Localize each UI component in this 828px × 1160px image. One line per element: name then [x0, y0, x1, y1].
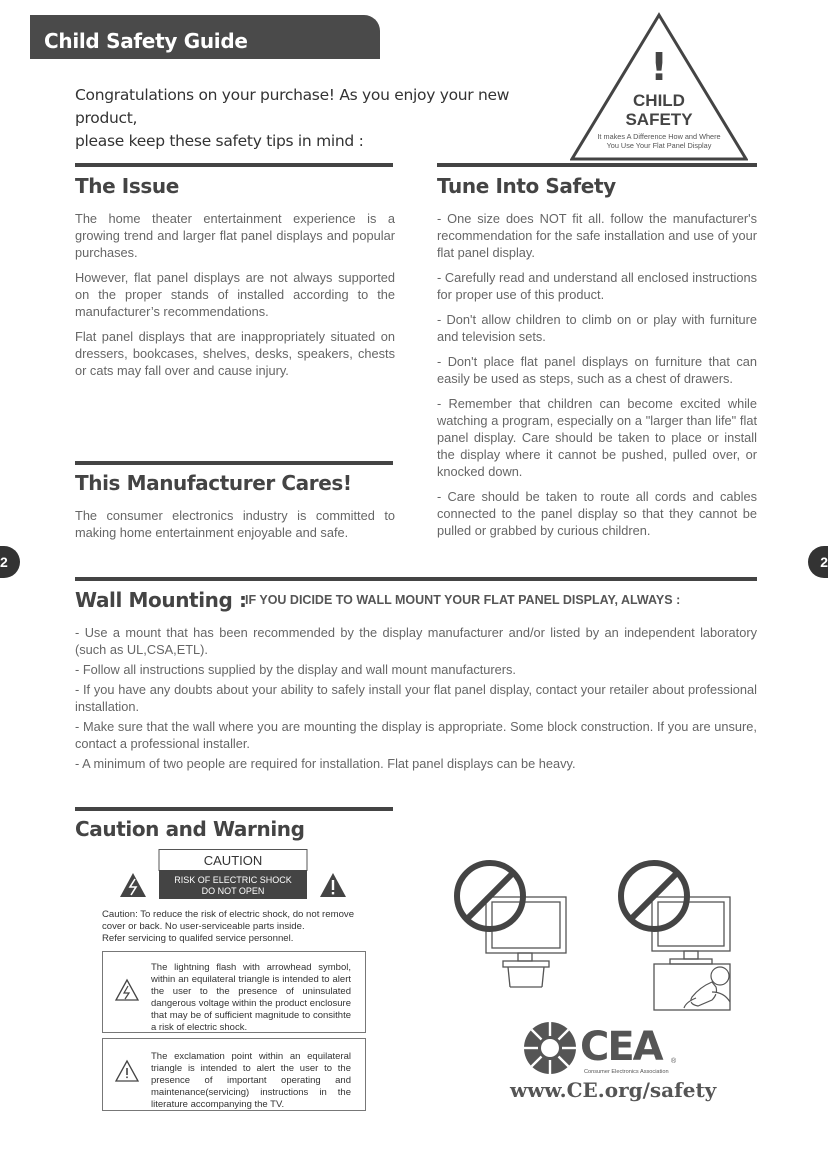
section-rule	[437, 163, 757, 167]
tune-item: - Don't place flat panel displays on furniture that can easily be used as steps, such as a chest of drawers.	[437, 354, 757, 386]
cea-registered-mark: ®	[671, 1058, 677, 1065]
issue-title: The Issue	[75, 174, 179, 198]
caution-text	[102, 909, 354, 945]
exclamation-info-text: The exclamation point within an equilateral triangle is intended to alert the user to the presence of important operating and maintenance(servicing) instructions in the literature accompanying the TV.	[151, 1051, 351, 1110]
page-number-left: 2	[0, 546, 20, 578]
cea-subtitle: Consumer Electronics Association	[584, 1069, 669, 1075]
wall-item: - If you have any doubts about your ability to safely install your flat panel display, contact your retailer about professional installation.	[75, 682, 757, 714]
wall-body	[75, 624, 757, 775]
tune-item: - Remember that children can become excited while watching a program, especially on a "larger than life" flat panel display. Care should be taken to place or install the display where it cannot be pushed, pulled over, or knocked down.	[437, 396, 757, 479]
intro-text	[75, 84, 575, 153]
wall-item: - A minimum of two people are required for installation. Flat panel displays can be heavy.	[75, 756, 576, 771]
cea-logo-text: CEA	[580, 1024, 662, 1070]
issue-paragraph: The home theater entertainment experience is a growing trend and larger flat panel displays and popular purchases.	[75, 211, 395, 260]
intro-line-1: Congratulations on your purchase! As you enjoy your new product,	[75, 86, 510, 127]
no-climbing-illustration	[612, 852, 742, 1012]
tune-title: Tune Into Safety	[437, 174, 616, 198]
wall-item: - Follow all instructions supplied by the display and wall mount manufacturers.	[75, 662, 516, 677]
issue-body	[75, 210, 395, 387]
cares-title: This Manufacturer Cares!	[75, 471, 352, 495]
intro-line-2: please keep these safety tips in mind :	[75, 132, 364, 150]
page-title: Child Safety Guide	[44, 29, 248, 53]
wall-title: Wall Mounting :	[75, 588, 247, 612]
caution-label	[118, 849, 350, 901]
tune-body	[437, 210, 757, 547]
cares-paragraph: The consumer electronics industry is committed to making home entertainment enjoyable and safe.	[75, 508, 395, 540]
badge-tagline-1: It makes A Difference How and Where	[597, 132, 721, 141]
section-rule	[75, 577, 757, 581]
section-rule	[75, 461, 393, 465]
tune-item: - Care should be taken to route all cords and cables connected to the panel display so that they cannot be pulled or grabbed by curious children.	[437, 489, 757, 538]
caution-title: Caution and Warning	[75, 817, 305, 841]
no-unsupported-tv-illustration	[448, 852, 573, 992]
exclamation-icon: !	[650, 45, 668, 89]
lightning-info-text: The lightning flash with arrowhead symbol, within an equilateral triangle is intended to alert the user to the presence of uninsulated dangerous voltage within the product enclosure that may be of sufficient magnitude to consithte a risk of electric shock.	[151, 962, 351, 1033]
lightning-triangle-icon	[120, 873, 146, 897]
tune-item: - One size does NOT fit all. follow the manufacturer's recommendation for the safe installation and use of your flat panel display.	[437, 211, 757, 260]
cea-burst-icon	[522, 1020, 578, 1076]
wall-item: - Use a mount that has been recommended by the display manufacturer and/or listed by an independent laboratory (such as UL,CSA,ETL).	[75, 625, 757, 657]
child-safety-badge	[570, 12, 748, 162]
tune-item: - Don't allow children to climb on or play with furniture and television sets.	[437, 312, 757, 344]
prohibited-icon	[621, 863, 687, 929]
section-rule	[75, 163, 393, 167]
lightning-info-box	[102, 951, 366, 1033]
issue-paragraph: Flat panel displays that are inappropriately situated on dressers, bookcases, shelves, desks, speakers, chests or cats may fall over and cause injury.	[75, 329, 395, 378]
lightning-outline-icon	[114, 978, 140, 1002]
wall-item: - Make sure that the wall where you are mounting the display is appropriate. Some block construction. If you are unsure, contact a professional installer.	[75, 719, 757, 751]
caution-text-line: Refer servicing to qualifed service personnel.	[102, 933, 294, 944]
tune-item: - Carefully read and understand all enclosed instructions for proper use of this product.	[437, 270, 757, 302]
cares-body	[75, 507, 395, 549]
caution-text-line: Caution: To reduce the risk of electric shock, do not remove	[102, 909, 355, 920]
badge-tagline-2: You Use Your Flat Panel Display	[606, 141, 712, 150]
caution-label-line-1: RISK OF ELECTRIC SHOCK	[174, 875, 292, 885]
exclamation-info-box	[102, 1038, 366, 1111]
badge-line-1: CHILD	[633, 91, 685, 110]
wall-note: IF YOU DICIDE TO WALL MOUNT YOUR FLAT PANEL DISPLAY, ALWAYS :	[245, 593, 681, 607]
exclamation-triangle-icon	[320, 873, 346, 897]
cea-url[interactable]: www.CE.org/safety	[510, 1078, 717, 1102]
section-rule	[75, 807, 393, 811]
issue-paragraph: However, flat panel displays are not always supported on the proper stands of installed according to the manufacturer’s recommendations.	[75, 270, 395, 319]
caution-text-line: cover or back. No user-serviceable parts inside.	[102, 921, 305, 932]
caution-label-line-2: DO NOT OPEN	[201, 886, 265, 896]
page-number-right: 2	[808, 546, 828, 578]
prohibited-icon	[457, 863, 523, 929]
exclamation-outline-icon	[114, 1059, 140, 1083]
badge-line-2: SAFETY	[625, 110, 693, 129]
child-figure-icon	[684, 967, 730, 1008]
caution-label-title: CAUTION	[203, 853, 263, 868]
